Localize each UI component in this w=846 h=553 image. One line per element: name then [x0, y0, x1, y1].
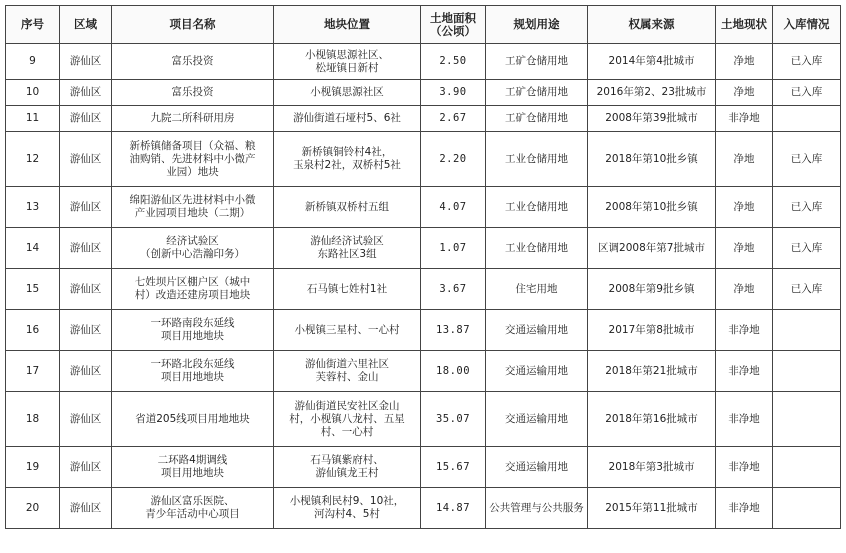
cell-land-status: 净地 [716, 269, 773, 310]
cell-area: 3.67 [421, 269, 486, 310]
cell-district: 游仙区 [60, 80, 112, 106]
cell-storage-status: 已入库 [773, 44, 841, 80]
cell-storage-status: 已入库 [773, 269, 841, 310]
land-table-container [5, 5, 840, 529]
cell-land-status: 非净地 [716, 310, 773, 351]
cell-land-status: 非净地 [716, 106, 773, 132]
cell-project-name: 省道205线项目用地地块 [112, 392, 274, 447]
cell-ownership-source: 2018年第21批城市 [588, 351, 716, 392]
header-row [6, 6, 841, 44]
cell-project-name: 富乐投资 [112, 80, 274, 106]
cell-district: 游仙区 [60, 106, 112, 132]
cell-ownership-source: 2017年第8批城市 [588, 310, 716, 351]
cell-district: 游仙区 [60, 488, 112, 529]
cell-district: 游仙区 [60, 447, 112, 488]
cell-index: 16 [6, 310, 60, 351]
cell-area: 3.90 [421, 80, 486, 106]
cell-district: 游仙区 [60, 392, 112, 447]
table-body [6, 44, 841, 529]
cell-ownership-source: 2008年第10批乡镇 [588, 187, 716, 228]
table-row [6, 228, 841, 269]
cell-storage-status: 已入库 [773, 80, 841, 106]
cell-index: 18 [6, 392, 60, 447]
cell-index: 17 [6, 351, 60, 392]
header-project-name: 项目名称 [112, 6, 274, 44]
cell-planned-use: 住宅用地 [486, 269, 588, 310]
cell-storage-status [773, 106, 841, 132]
cell-planned-use: 工矿仓储用地 [486, 80, 588, 106]
cell-ownership-source: 2015年第11批城市 [588, 488, 716, 529]
cell-index: 9 [6, 44, 60, 80]
cell-land-status: 净地 [716, 228, 773, 269]
cell-storage-status [773, 310, 841, 351]
header-area: 土地面积 （公顷） [421, 6, 486, 44]
cell-index: 10 [6, 80, 60, 106]
cell-storage-status [773, 447, 841, 488]
cell-planned-use: 交通运输用地 [486, 392, 588, 447]
cell-location: 石马镇七姓村1社 [274, 269, 421, 310]
table-header [6, 6, 841, 44]
cell-storage-status [773, 392, 841, 447]
table-row [6, 269, 841, 310]
table-row [6, 80, 841, 106]
cell-planned-use: 交通运输用地 [486, 310, 588, 351]
cell-project-name: 游仙区富乐医院、 青少年活动中心项目 [112, 488, 274, 529]
cell-ownership-source: 2014年第4批城市 [588, 44, 716, 80]
cell-ownership-source: 2008年第39批城市 [588, 106, 716, 132]
table-row [6, 106, 841, 132]
cell-location: 小枧镇利民村9、10社， 河沟村4、5村 [274, 488, 421, 529]
cell-land-status: 净地 [716, 132, 773, 187]
cell-project-name: 绵阳游仙区先进材料中小微 产业园项目地块（二期） [112, 187, 274, 228]
cell-project-name: 七姓坝片区棚户区（城中 村）改造还建房项目地块 [112, 269, 274, 310]
cell-area: 35.07 [421, 392, 486, 447]
cell-project-name: 一环路南段东延线 项目用地地块 [112, 310, 274, 351]
header-planned-use: 规划用途 [486, 6, 588, 44]
table-row [6, 310, 841, 351]
cell-land-status: 非净地 [716, 392, 773, 447]
cell-ownership-source: 2018年第3批城市 [588, 447, 716, 488]
cell-location: 游仙街道六里社区 芙蓉村、金山 [274, 351, 421, 392]
cell-land-status: 非净地 [716, 447, 773, 488]
cell-planned-use: 工业仓储用地 [486, 132, 588, 187]
cell-project-name: 一环路北段东延线 项目用地地块 [112, 351, 274, 392]
cell-project-name: 九院二所科研用房 [112, 106, 274, 132]
cell-area: 13.87 [421, 310, 486, 351]
cell-district: 游仙区 [60, 310, 112, 351]
cell-district: 游仙区 [60, 269, 112, 310]
cell-location: 新桥镇铜铃村4社， 玉泉村2社，双桥村5社 [274, 132, 421, 187]
cell-area: 4.07 [421, 187, 486, 228]
cell-land-status: 净地 [716, 80, 773, 106]
cell-location: 游仙街道石垭村5、6社 [274, 106, 421, 132]
table-row [6, 392, 841, 447]
land-parcel-table [5, 5, 841, 529]
cell-area: 18.00 [421, 351, 486, 392]
cell-index: 11 [6, 106, 60, 132]
cell-district: 游仙区 [60, 187, 112, 228]
header-index: 序号 [6, 6, 60, 44]
cell-land-status: 净地 [716, 44, 773, 80]
cell-district: 游仙区 [60, 228, 112, 269]
cell-ownership-source: 区调2008年第7批城市 [588, 228, 716, 269]
cell-index: 15 [6, 269, 60, 310]
cell-index: 19 [6, 447, 60, 488]
cell-location: 游仙街道民安社区金山 村，小枧镇八龙村、五星 村、一心村 [274, 392, 421, 447]
cell-land-status: 非净地 [716, 488, 773, 529]
header-location: 地块位置 [274, 6, 421, 44]
cell-project-name: 新桥镇储备项目（众福、粮 油购销、先进材料中小微产 业园）地块 [112, 132, 274, 187]
table-row [6, 187, 841, 228]
cell-location: 新桥镇双桥村五组 [274, 187, 421, 228]
table-row [6, 44, 841, 80]
cell-district: 游仙区 [60, 44, 112, 80]
cell-ownership-source: 2016年第2、23批城市 [588, 80, 716, 106]
cell-planned-use: 交通运输用地 [486, 351, 588, 392]
cell-storage-status: 已入库 [773, 187, 841, 228]
header-storage-status: 入库情况 [773, 6, 841, 44]
cell-area: 2.20 [421, 132, 486, 187]
cell-planned-use: 工业仓储用地 [486, 228, 588, 269]
cell-ownership-source: 2018年第10批乡镇 [588, 132, 716, 187]
cell-location: 小枧镇思源社区 [274, 80, 421, 106]
header-ownership-source: 权属来源 [588, 6, 716, 44]
cell-planned-use: 公共管理与公共服务 [486, 488, 588, 529]
cell-district: 游仙区 [60, 351, 112, 392]
cell-area: 14.87 [421, 488, 486, 529]
cell-project-name: 二环路4期调线 项目用地地块 [112, 447, 274, 488]
cell-planned-use: 工业仓储用地 [486, 187, 588, 228]
cell-storage-status [773, 351, 841, 392]
cell-index: 20 [6, 488, 60, 529]
cell-area: 2.67 [421, 106, 486, 132]
cell-project-name: 富乐投资 [112, 44, 274, 80]
table-row [6, 447, 841, 488]
cell-location: 游仙经济试验区 东路社区3组 [274, 228, 421, 269]
cell-storage-status [773, 488, 841, 529]
cell-location: 小枧镇三星村、一心村 [274, 310, 421, 351]
table-row [6, 488, 841, 529]
cell-ownership-source: 2008年第9批乡镇 [588, 269, 716, 310]
cell-index: 13 [6, 187, 60, 228]
cell-location: 石马镇紫府村、 游仙镇龙王村 [274, 447, 421, 488]
cell-project-name: 经济试验区 （创新中心浩瀚印务） [112, 228, 274, 269]
header-district: 区域 [60, 6, 112, 44]
table-row [6, 351, 841, 392]
cell-area: 15.67 [421, 447, 486, 488]
cell-location: 小枧镇思源社区、 松垭镇日新村 [274, 44, 421, 80]
cell-storage-status: 已入库 [773, 132, 841, 187]
cell-index: 12 [6, 132, 60, 187]
cell-district: 游仙区 [60, 132, 112, 187]
cell-storage-status: 已入库 [773, 228, 841, 269]
table-row [6, 132, 841, 187]
cell-area: 2.50 [421, 44, 486, 80]
cell-planned-use: 工矿仓储用地 [486, 106, 588, 132]
cell-land-status: 非净地 [716, 351, 773, 392]
cell-planned-use: 工矿仓储用地 [486, 44, 588, 80]
cell-index: 14 [6, 228, 60, 269]
cell-ownership-source: 2018年第16批城市 [588, 392, 716, 447]
cell-land-status: 净地 [716, 187, 773, 228]
header-land-status: 土地现状 [716, 6, 773, 44]
cell-planned-use: 交通运输用地 [486, 447, 588, 488]
cell-area: 1.07 [421, 228, 486, 269]
